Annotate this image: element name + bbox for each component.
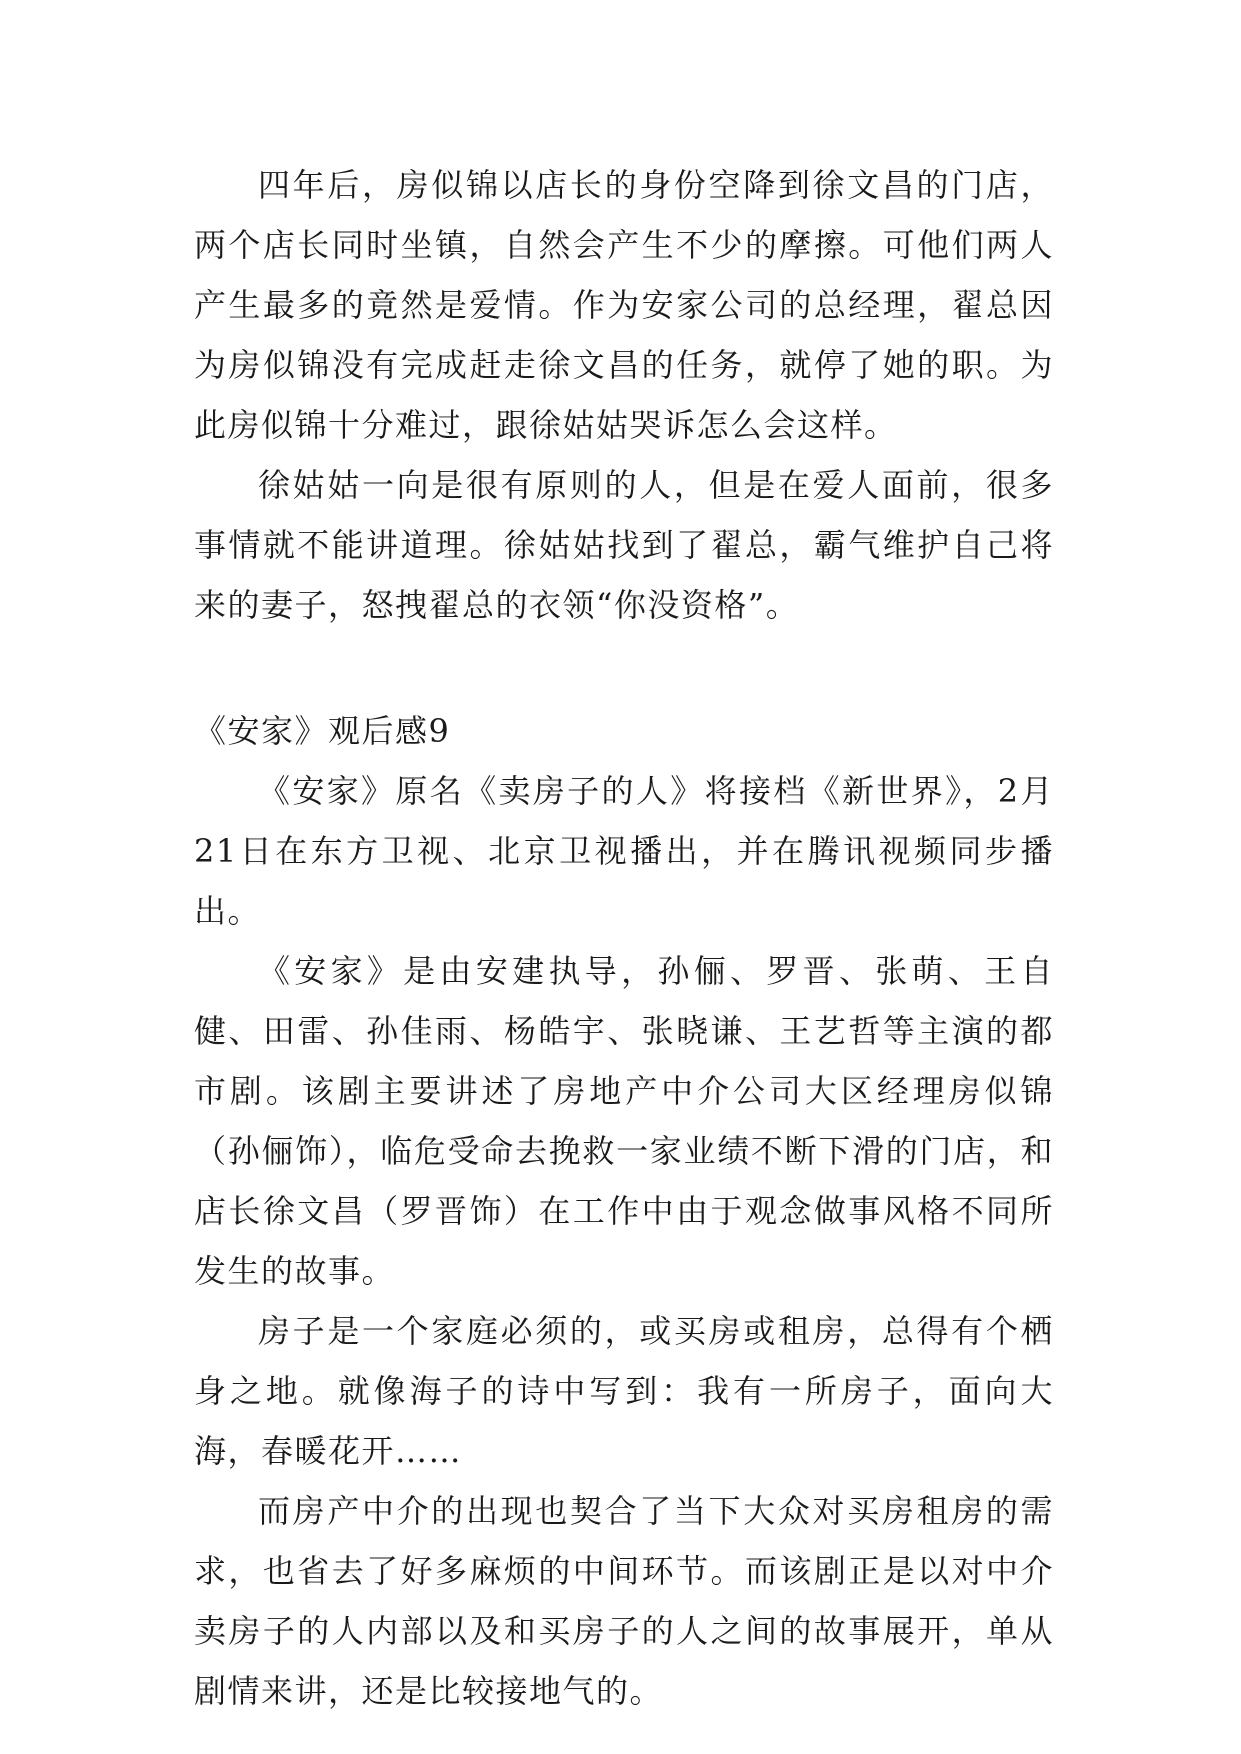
paragraph-5: 房子是一个家庭必须的，或买房或租房，总得有个栖身之地。就像海子的诗中写到：我有一所房子，面向大海，春暖花开…… <box>194 1312 1054 1470</box>
paragraph-2: 徐姑姑一向是很有原则的人，但是在爱人面前，很多事情就不能讲道理。徐姑姑找到了翟总，霸气维护自己将来的妻子，怒拽翟总的衣领“你没资格”。 <box>194 466 1054 624</box>
document-page <box>194 155 1054 1721</box>
paragraph-3: 《安家》原名《卖房子的人》将接档《新世界》，2月21日在东方卫视、北京卫视播出，并在腾讯视频同步播出。 <box>194 772 1054 930</box>
section-heading: 《安家》观后感9 <box>194 712 451 750</box>
section-spacer <box>194 635 1054 701</box>
paragraph-4: 《安家》是由安建执导，孙俪、罗晋、张萌、王自健、田雷、孙佳雨、杨皓宇、张晓谦、王艺哲等主演的都市剧。该剧主要讲述了房地产中介公司大区经理房似锦（孙俪饰），临危受命去挽救一家业绩不断下滑的门店，和店长徐文昌（罗晋饰）在工作中由于观念做事风格不同所发生的故事。 <box>194 952 1054 1290</box>
paragraph-6: 而房产中介的出现也契合了当下大众对买房租房的需求，也省去了好多麻烦的中间环节。而该剧正是以对中介卖房子的人内部以及和买房子的人之间的故事展开，单从剧情来讲，还是比较接地气的。 <box>194 1492 1054 1710</box>
paragraph-1: 四年后，房似锦以店长的身份空降到徐文昌的门店，两个店长同时坐镇，自然会产生不少的摩擦。可他们两人产生最多的竟然是爱情。作为安家公司的总经理，翟总因为房似锦没有完成赶走徐文昌的任务，就停了她的职。为此房似锦十分难过，跟徐姑姑哭诉怎么会这样。 <box>194 166 1054 444</box>
